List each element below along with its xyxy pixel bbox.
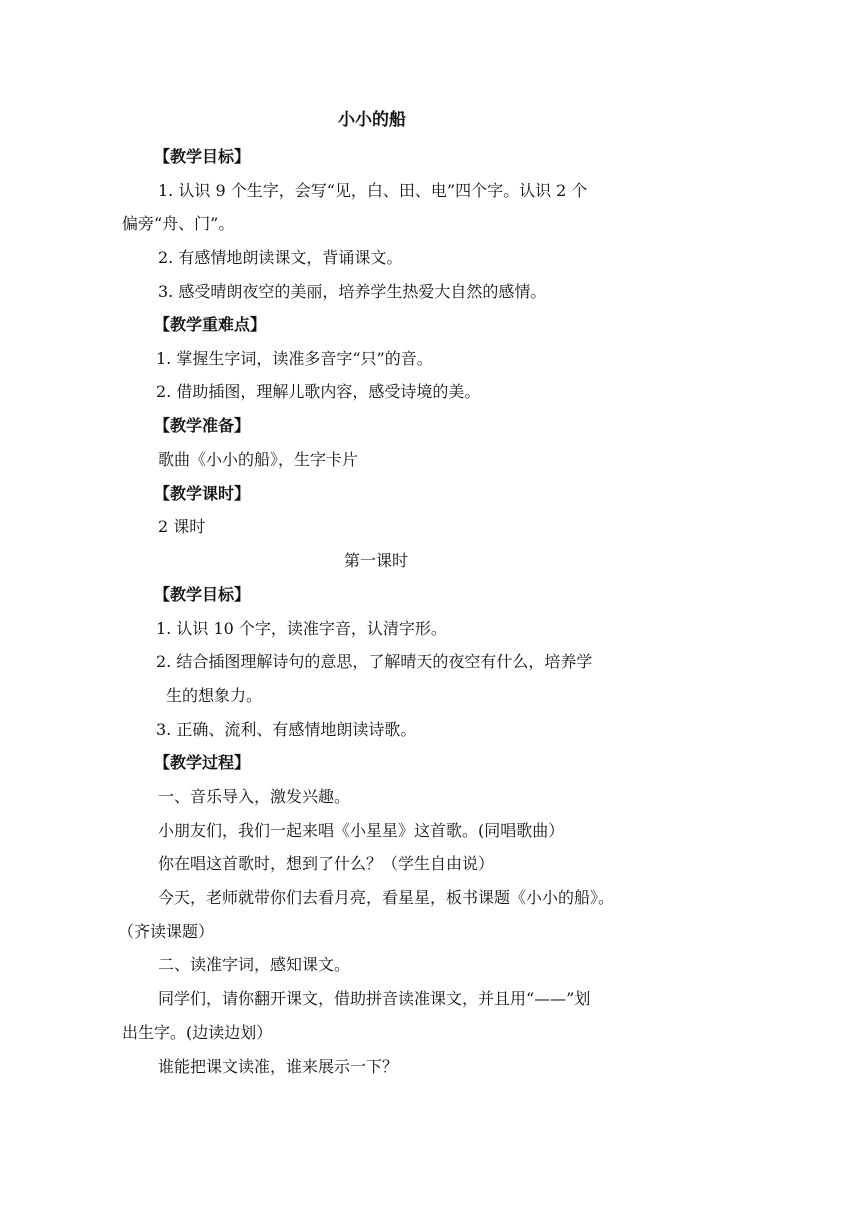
class-hours-text: 2 课时	[158, 517, 206, 536]
goal-2: 2. 有感情地朗读课文，背诵课文。	[158, 248, 403, 267]
process-step-1: 一、音乐导入，激发兴趣。	[158, 787, 351, 806]
lesson-1-goal-2-line-1: 2. 结合插图理解诗句的意思，了解晴天的夜空有什么，培养学	[156, 652, 593, 671]
process-paragraph-2: 你在唱这首歌时，想到了什么？（学生自由说）	[158, 854, 495, 873]
lesson-1-goal-1: 1. 认识 10 个字，读准字音，认清字形。	[156, 619, 447, 638]
preparation-heading: 【教学准备】	[154, 416, 251, 435]
lesson-1-goal-2-line-2: 生的想象力。	[166, 686, 263, 705]
goal-1-line-2: 偏旁“舟、门”。	[122, 214, 235, 233]
process-paragraph-4-line-2: 出生字。(边读边划）	[122, 1023, 273, 1042]
process-paragraph-5: 谁能把课文读准，谁来展示一下？	[158, 1057, 399, 1076]
goal-3: 3. 感受晴朗夜空的美丽，培养学生热爱大自然的感情。	[158, 282, 547, 301]
document-title: 小小的船	[338, 110, 406, 130]
lesson-1-title: 第一课时	[343, 551, 408, 570]
lesson-1-goal-3: 3. 正确、流利、有感情地朗读诗歌。	[156, 720, 417, 739]
key-point-1: 1. 掌握生字词，读准多音字“只”的音。	[156, 349, 433, 368]
goals-heading: 【教学目标】	[154, 147, 251, 166]
goal-1-line-1: 1. 认识 9 个生字，会写“见，白、田、电”四个字。认识 2 个	[158, 181, 588, 200]
lesson-1-goals-heading: 【教学目标】	[154, 585, 251, 604]
process-paragraph-3-line-1: 今天，老师就带你们去看月亮，看星星，板书课题《小小的船》。	[158, 888, 615, 907]
key-points-heading: 【教学重难点】	[154, 315, 267, 334]
process-paragraph-3-line-2: （齐读课题）	[118, 922, 215, 941]
key-point-2: 2. 借助插图，理解儿歌内容，感受诗境的美。	[156, 382, 481, 401]
process-paragraph-1: 小朋友们，我们一起来唱《小星星》这首歌。(同唱歌曲）	[158, 821, 565, 840]
process-step-2: 二、读准字词，感知课文。	[158, 955, 351, 974]
class-hours-heading: 【教学课时】	[154, 484, 251, 503]
process-heading: 【教学过程】	[154, 753, 251, 772]
preparation-text: 歌曲《小小的船》，生字卡片	[158, 450, 359, 469]
process-paragraph-4-line-1: 同学们，请你翻开课文，借助拼音读准课文，并且用“——”划	[158, 989, 591, 1008]
